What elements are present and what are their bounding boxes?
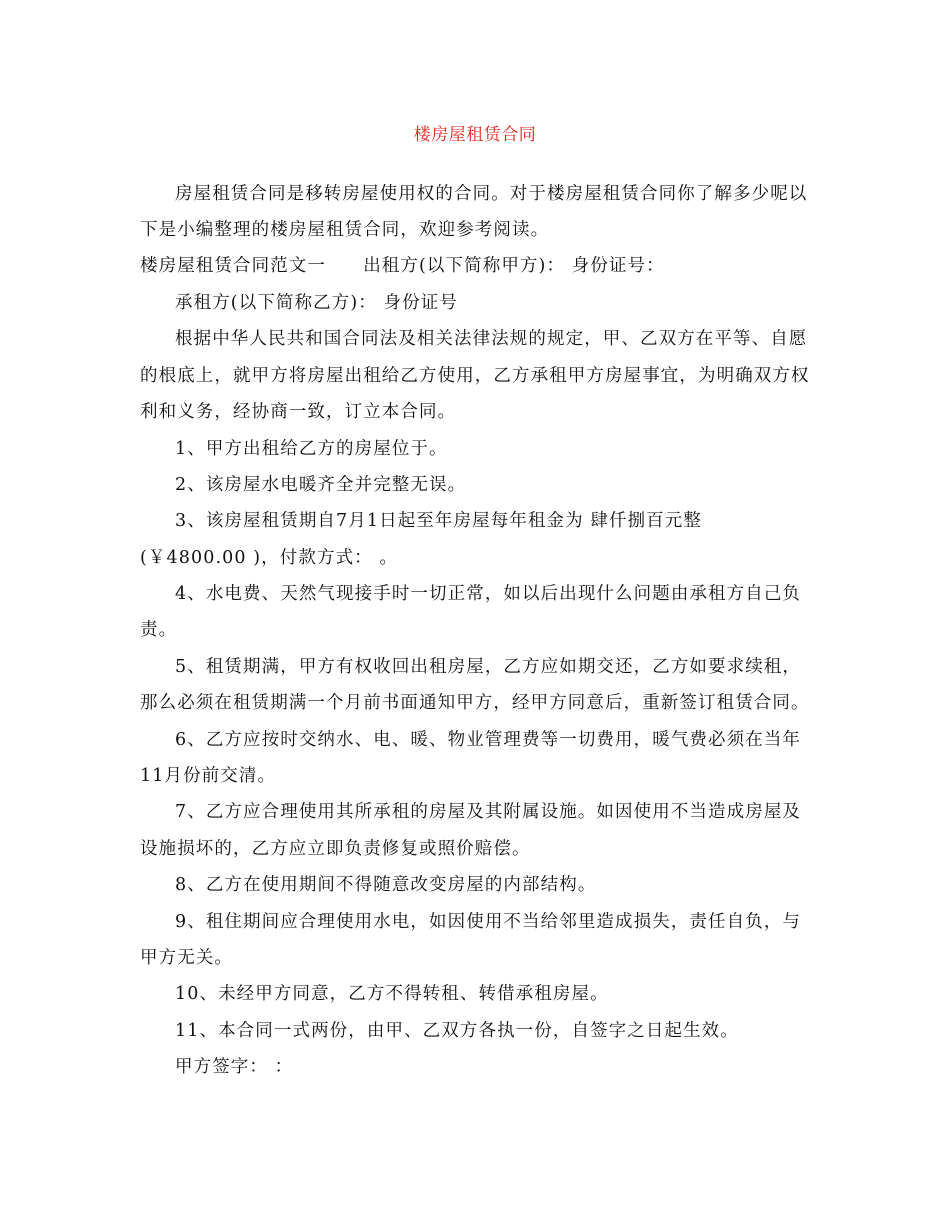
clause-line: 11月份前交清。 (140, 766, 277, 786)
paragraph-line: 下是小编整理的楼房屋租赁合同，欢迎参考阅读。 (140, 220, 550, 240)
clause-line: 甲方无关。 (140, 948, 233, 968)
clause-line: 11、本合同一式两份，由甲、乙双方各执一份，自签字之日起生效。 (175, 1021, 739, 1041)
clause-line: 9、租住期间应合理使用水电，如因使用不当给邻里造成损失，责任自负，与 (175, 912, 802, 932)
document-title: 楼房屋租赁合同 (413, 125, 537, 145)
clause-line: 8、乙方在使用期间不得随意改变房屋的内部结构。 (175, 875, 597, 895)
signature-line: 甲方签字： ： (175, 1057, 294, 1077)
paragraph-line: 的根底上，就甲方将房屋出租给乙方使用，乙方承租甲方房屋事宜，为明确双方权 (140, 366, 810, 386)
clause-line: 责。 (140, 620, 178, 640)
clause-line: 5、租赁期满，甲方有权收回出租房屋，乙方应如期交还，乙方如要求续租， (175, 657, 802, 677)
clause-line: 7、乙方应合理使用其所承租的房屋及其附属设施。如因使用不当造成房屋及 (175, 802, 802, 822)
paragraph-line: 房屋租赁合同是移转房屋使用权的合同。对于楼房屋租赁合同你了解多少呢以 (175, 184, 808, 204)
clause-line: 4、水电费、天然气现接手时一切正常，如以后出现什么问题由承租方自己负 (175, 584, 802, 604)
clause-line: 10、未经甲方同意，乙方不得转租、转借承租房屋。 (175, 984, 609, 1004)
clause-line: 2、该房屋水电暖齐全并完整无误。 (175, 475, 467, 495)
clause-line: 3、该房屋租赁期自7月1日起至年房屋每年租金为 肆仟捌百元整 (175, 511, 702, 531)
paragraph-line: 楼房屋租赁合同范文一 出租方(以下简称甲方)： 身份证号： (140, 256, 665, 276)
clause-line: (￥4800.00 )，付款方式： 。 (140, 548, 399, 568)
paragraph-line: 根据中华人民共和国合同法及相关法律法规的规定，甲、乙双方在平等、自愿 (175, 329, 808, 349)
clause-line: 那么必须在租赁期满一个月前书面通知甲方，经甲方同意后，重新签订租赁合同。 (140, 693, 810, 713)
clause-line: 6、乙方应按时交纳水、电、暖、物业管理费等一切费用，暖气费必须在当年 (175, 730, 802, 750)
paragraph-line: 承租方(以下简称乙方)： 身份证号 (175, 293, 458, 313)
clause-line: 设施损坏的，乙方应立即负责修复或照价赔偿。 (140, 839, 531, 859)
clause-line: 1、甲方出租给乙方的房屋位于。 (175, 439, 448, 459)
paragraph-line: 利和义务，经协商一致，订立本合同。 (140, 402, 457, 422)
